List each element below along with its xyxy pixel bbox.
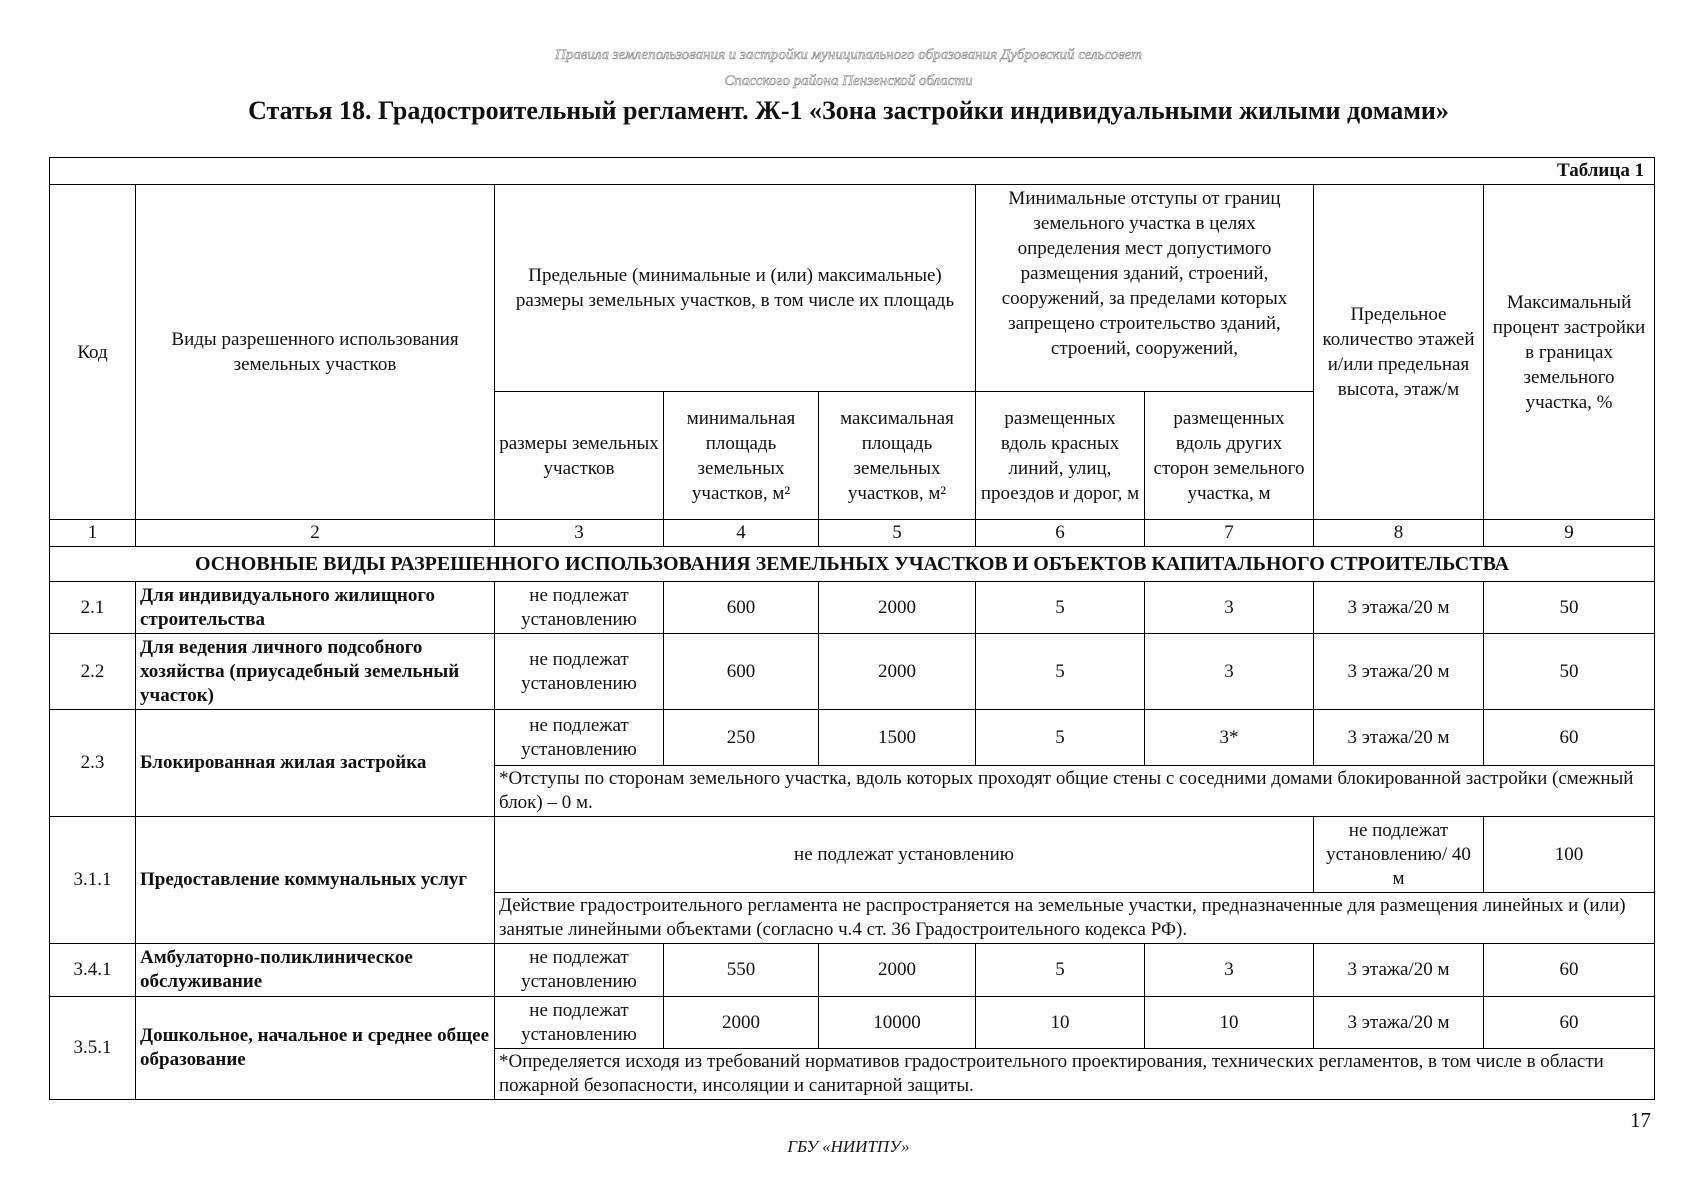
section-row bbox=[50, 547, 1655, 582]
row-code: 3.1.1 bbox=[50, 817, 136, 944]
row-code: 2.2 bbox=[50, 634, 136, 710]
column-number: 3 bbox=[495, 520, 664, 547]
section-title: ОСНОВНЫЕ ВИДЫ РАЗРЕШЕННОГО ИСПОЛЬЗОВАНИЯ ЗЕМЕЛЬНЫХ УЧАСТКОВ И ОБЪЕКТОВ КАПИТАЛЬНОГО СТРОИТЕЛЬСТВА bbox=[50, 547, 1655, 582]
table-row bbox=[50, 582, 1655, 634]
table-row bbox=[50, 710, 1655, 766]
column-number: 6 bbox=[976, 520, 1145, 547]
row-note: *Отступы по сторонам земельного участка, вдоль которых проходят общие стены с соседними домами блокированной застройки (смежный блок) – 0 м. bbox=[495, 766, 1655, 817]
page-footer: ГБУ «НИИТПУ» bbox=[787, 1137, 910, 1156]
row-setback-other: 10 bbox=[1145, 997, 1314, 1049]
row-setback-other: 3 bbox=[1145, 944, 1314, 997]
column-number: 9 bbox=[1484, 520, 1655, 547]
row-use-name: Амбулаторно-поликлиническое обслуживание bbox=[136, 944, 495, 997]
row-floors: 3 этажа/20 м bbox=[1314, 634, 1484, 710]
row-coverage: 50 bbox=[1484, 582, 1655, 634]
row-size: не подлежат установлению bbox=[495, 997, 664, 1049]
row-setback-red: 5 bbox=[976, 710, 1145, 766]
row-setback-red: 5 bbox=[976, 582, 1145, 634]
column-number: 1 bbox=[50, 520, 136, 547]
header-setback-other: размещенных вдоль других сторон земельного участка, м bbox=[1145, 392, 1314, 520]
row-use-name: Для индивидуального жилищного строительства bbox=[136, 582, 495, 634]
row-use-name: Дошкольное, начальное и среднее общее образование bbox=[136, 997, 495, 1100]
header-sizes: размеры земельных участков bbox=[495, 392, 664, 520]
column-number: 5 bbox=[819, 520, 976, 547]
header-coverage: Максимальный процент застройки в границах земельного участка, % bbox=[1484, 185, 1655, 520]
row-note: *Определяется исходя из требований нормативов градостроительного проектирования, технических регламентов, в том числе в области пожарной безопасности, инсоляции и санитарной защиты. bbox=[495, 1049, 1655, 1100]
row-use-name: Предоставление коммунальных услуг bbox=[136, 817, 495, 944]
header-min-area: минимальная площадь земельных участков, м² bbox=[664, 392, 819, 520]
row-size: не подлежат установлению bbox=[495, 582, 664, 634]
row-max-area: 10000 bbox=[819, 997, 976, 1049]
row-code: 2.1 bbox=[50, 582, 136, 634]
row-use-name: Для ведения личного подсобного хозяйства (приусадебный земельный участок) bbox=[136, 634, 495, 710]
table-row bbox=[50, 817, 1655, 893]
row-coverage: 60 bbox=[1484, 997, 1655, 1049]
row-setback-other: 3 bbox=[1145, 634, 1314, 710]
row-code: 2.3 bbox=[50, 710, 136, 817]
row-code: 3.5.1 bbox=[50, 997, 136, 1100]
row-max-area: 2000 bbox=[819, 634, 976, 710]
table-caption: Таблица 1 bbox=[50, 158, 1655, 185]
page-number: 17 bbox=[1630, 1108, 1651, 1132]
row-min-area: 600 bbox=[664, 634, 819, 710]
table-row bbox=[50, 944, 1655, 997]
row-merged-limits: не подлежат установлению bbox=[495, 817, 1314, 893]
header-max-area: максимальная площадь земельных участков, м² bbox=[819, 392, 976, 520]
column-number-row bbox=[50, 520, 1655, 547]
running-header-line-2: Спасского района Пензенской области bbox=[724, 73, 973, 89]
row-size: не подлежат установлению bbox=[495, 944, 664, 997]
page-title: Статья 18. Градостроительный регламент. Ж-1 «Зона застройки индивидуальными жилыми домами» bbox=[248, 96, 1449, 125]
header-row-1 bbox=[50, 185, 1655, 392]
row-floors: 3 этажа/20 м bbox=[1314, 944, 1484, 997]
row-coverage: 50 bbox=[1484, 634, 1655, 710]
row-size: не подлежат установлению bbox=[495, 634, 664, 710]
row-floors: 3 этажа/20 м bbox=[1314, 582, 1484, 634]
table-row bbox=[50, 634, 1655, 710]
row-setback-red: 10 bbox=[976, 997, 1145, 1049]
row-max-area: 1500 bbox=[819, 710, 976, 766]
row-code: 3.4.1 bbox=[50, 944, 136, 997]
header-code: Код bbox=[50, 185, 136, 520]
row-floors: не подлежат установлению/ 40 м bbox=[1314, 817, 1484, 893]
row-max-area: 2000 bbox=[819, 582, 976, 634]
header-setbacks: Минимальные отступы от границ земельного участка в целях определения мест допустимого размещения зданий, строений, сооружений, за пределами которых запрещено строительство зданий, строений, сооружений, bbox=[976, 185, 1314, 392]
row-use-name: Блокированная жилая застройка bbox=[136, 710, 495, 817]
table-row bbox=[50, 997, 1655, 1049]
row-min-area: 550 bbox=[664, 944, 819, 997]
running-header-line-1: Правила землепользования и застройки муниципального образования Дубровский сельсовет bbox=[554, 47, 1142, 63]
row-setback-other: 3* bbox=[1145, 710, 1314, 766]
row-coverage: 100 bbox=[1484, 817, 1655, 893]
column-number: 7 bbox=[1145, 520, 1314, 547]
header-setback-red: размещенных вдоль красных линий, улиц, проездов и дорог, м bbox=[976, 392, 1145, 520]
header-floors: Предельное количество этажей и/или предельная высота, этаж/м bbox=[1314, 185, 1484, 520]
row-setback-red: 5 bbox=[976, 944, 1145, 997]
row-size: не подлежат установлению bbox=[495, 710, 664, 766]
column-number: 4 bbox=[664, 520, 819, 547]
row-setback-red: 5 bbox=[976, 634, 1145, 710]
row-floors: 3 этажа/20 м bbox=[1314, 997, 1484, 1049]
header-use: Виды разрешенного использования земельных участков bbox=[136, 185, 495, 520]
column-number: 2 bbox=[136, 520, 495, 547]
column-number: 8 bbox=[1314, 520, 1484, 547]
row-coverage: 60 bbox=[1484, 944, 1655, 997]
row-setback-other: 3 bbox=[1145, 582, 1314, 634]
regulation-table bbox=[49, 157, 1655, 1100]
row-min-area: 2000 bbox=[664, 997, 819, 1049]
row-coverage: 60 bbox=[1484, 710, 1655, 766]
row-floors: 3 этажа/20 м bbox=[1314, 710, 1484, 766]
header-limits: Предельные (минимальные и (или) максимальные) размеры земельных участков, в том числе их площадь bbox=[495, 185, 976, 392]
row-note: Действие градостроительного регламента не распространяется на земельные участки, предназначенные для размещения линейных и (или) занятые линейными объектами (согласно ч.4 ст. 36 Градостроительного кодекса РФ). bbox=[495, 893, 1655, 944]
row-min-area: 250 bbox=[664, 710, 819, 766]
table-caption-row bbox=[50, 158, 1655, 185]
row-min-area: 600 bbox=[664, 582, 819, 634]
row-max-area: 2000 bbox=[819, 944, 976, 997]
